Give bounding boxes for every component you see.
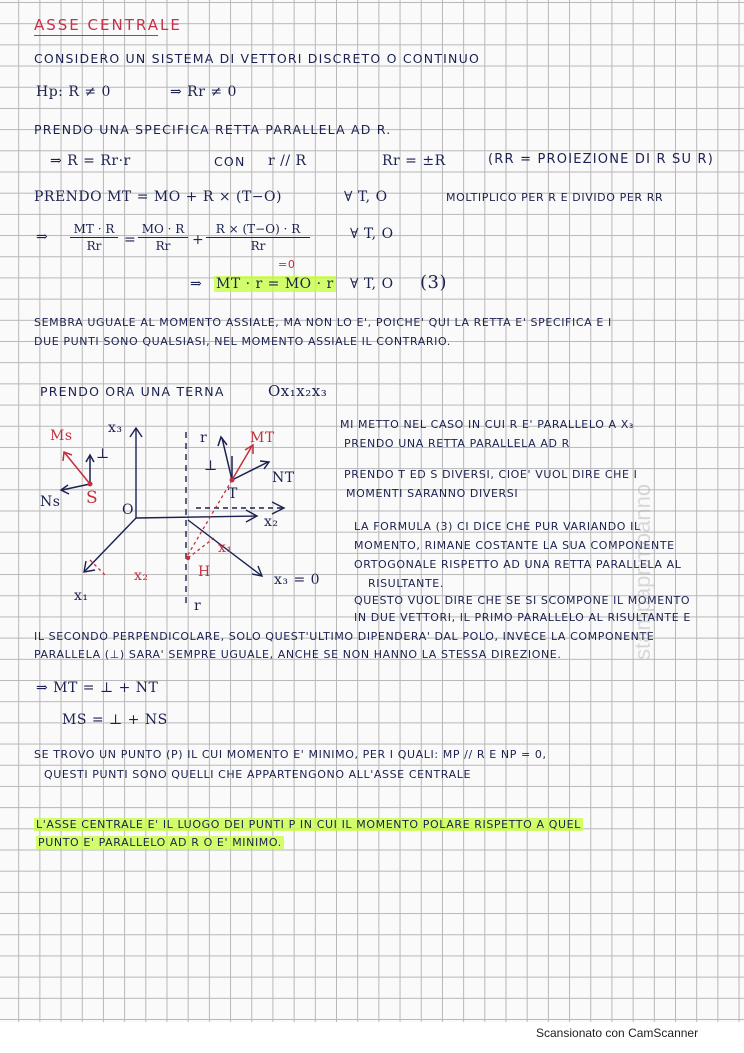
line-16: QUESTI PUNTI SONO QUELLI CHE APPARTENGONO ALL'ASSE CENTRALE [44,768,471,781]
right-line-8: RISULTANTE. [368,577,444,590]
line-4-con: CON [214,154,246,169]
label-perp-T: ⊥ [204,458,218,474]
label-x2-mid: x₂ [134,568,149,584]
right-line-10: IN DUE VETTORI, IL PRIMO PARALLELO AL RISULTANTE E [354,611,691,624]
right-line-2: PRENDO UNA RETTA PARALLELA AD R [344,437,570,450]
fraction-cross-den: Rr [250,239,266,253]
right-line-3: PRENDO T ED S DIVERSI, CIOE' VUOL DIRE CHE I [344,468,638,481]
label-Nt: NT [272,470,295,486]
line-5-forall: ∀ T, O [344,189,388,205]
label-S: S [86,488,99,508]
line-6-plus: + [192,232,205,248]
point-S-dot [88,482,93,487]
point-H-dot [186,556,190,560]
scanner-footer: Scansionato con CamScanner [536,1026,699,1040]
line-2-consequence: ⇒ Rr ≠ 0 [170,84,237,100]
label-x1-bottom: x₁ [74,588,89,604]
line-15: SE TROVO UN PUNTO (P) IL CUI MOMENTO E' MINIMO, PER I QUALI: MP // R E NP = 0, [34,748,547,761]
line-5-equation: PRENDO MT = MO + R × (T−O) [34,189,282,205]
right-line-5: LA FORMULA (3) CI DICE CHE PUR VARIANDO IL [354,520,641,533]
fraction-cross-num: R × (T−O) · R [215,222,301,236]
label-origin: O [122,502,134,518]
fraction-mo-num: MO · R [141,222,185,236]
label-x3-zero: x₃ = 0 [274,572,321,588]
line-13: ⇒ MT = ⊥ + NT [36,680,159,696]
line-4-note: (RR = PROIEZIONE DI R SU R) [488,152,715,167]
line-18-highlighted: PUNTO E' PARALLELO AD R O E' MINIMO. [38,836,282,849]
watermark: stampaprimoanno [630,483,655,660]
line-7-highlighted-equation: MT · r = MO · r [216,276,334,292]
line-4-projection: Rr = ±R [382,153,446,169]
line-1: CONSIDERO UN SISTEMA DI VETTORI DISCRETO O CONTINUO [34,51,480,66]
vector-Ms [64,452,90,484]
line-17-highlighted: L'ASSE CENTRALE E' IL LUOGO DEI PUNTI P IN CUI IL MOMENTO POLARE RISPETTO A QUEL [36,818,581,831]
line-12: PARALLELA (⊥) SARA' SEMPRE UGUALE, ANCHE SE NON HANNO LA STESSA DIREZIONE. [34,648,562,661]
label-H: H [198,564,211,580]
zero-annotation: =0 [278,258,296,271]
label-x1-mid: x₁ [218,540,233,556]
line-4-equation: ⇒ R = Rr·r [50,153,131,169]
line-4-parallel: r // R [268,153,307,169]
right-line-4: MOMENTI SARANNO DIVERSI [346,487,519,500]
axis-x1 [84,518,136,572]
right-line-1: MI METTO NEL CASO IN CUI R E' PARALLELO A X₃ [340,418,634,431]
fraction-mt-den: Rr [86,239,102,253]
line-8: SEMBRA UGUALE AL MOMENTO ASSIALE, MA NON LO E', POICHE' QUI LA RETTA E' SPECIFICA E I [34,316,612,329]
line-6-equals: = [124,232,137,248]
axis-x2 [136,516,256,518]
equation-number: (3) [420,272,447,293]
line-5-note: MOLTIPLICO PER R E DIVIDO PER RR [446,191,664,204]
line-14: MS = ⊥ + NS [62,712,168,728]
line-3: PRENDO UNA SPECIFICA RETTA PARALLELA AD R. [34,122,392,137]
label-r-top: r [200,430,208,446]
label-r: r [194,598,202,614]
line-7-forall: ∀ T, O [350,276,394,292]
right-line-7: ORTOGONALE RISPETTO AD UNA RETTA PARALLELA AL [354,558,682,571]
page-title: ASSE CENTRALE [34,16,182,34]
line-9: DUE PUNTI SONO QUALSIASI, NEL MOMENTO ASSIALE IL CONTRARIO. [34,335,451,348]
point-T-dot [230,478,235,483]
label-Ns: Ns [40,494,61,510]
label-x3-top: x₃ [108,420,123,436]
line-10: PRENDO ORA UNA TERNA [40,384,225,399]
label-Mt: MT [250,430,275,446]
line-2-hypothesis: Hp: R ≠ 0 [36,84,111,100]
fraction-mo-den: Rr [155,239,171,253]
label-Ms: Ms [50,428,73,444]
line-7-implies: ⇒ [190,276,203,292]
line-11: IL SECONDO PERPENDICOLARE, SOLO QUEST'ULTIMO DIPENDERA' DAL POLO, INVECE LA COMPONENTE [34,630,655,643]
line-10-frame: Ox₁x₂x₃ [268,382,328,400]
line-6-forall: ∀ T, O [350,226,394,242]
label-x2-right: x₂ [264,514,279,530]
label-perp-S: ⊥ [96,446,110,462]
right-line-9: QUESTO VUOL DIRE CHE SE SI SCOMPONE IL MOMENTO [354,594,691,607]
right-line-6: MOMENTO, RIMANE COSTANTE LA SUA COMPONENTE [354,539,675,552]
label-T: T [228,486,238,502]
line-6-implies: ⇒ [36,229,49,245]
fraction-mt-num: MT · R [73,222,115,236]
